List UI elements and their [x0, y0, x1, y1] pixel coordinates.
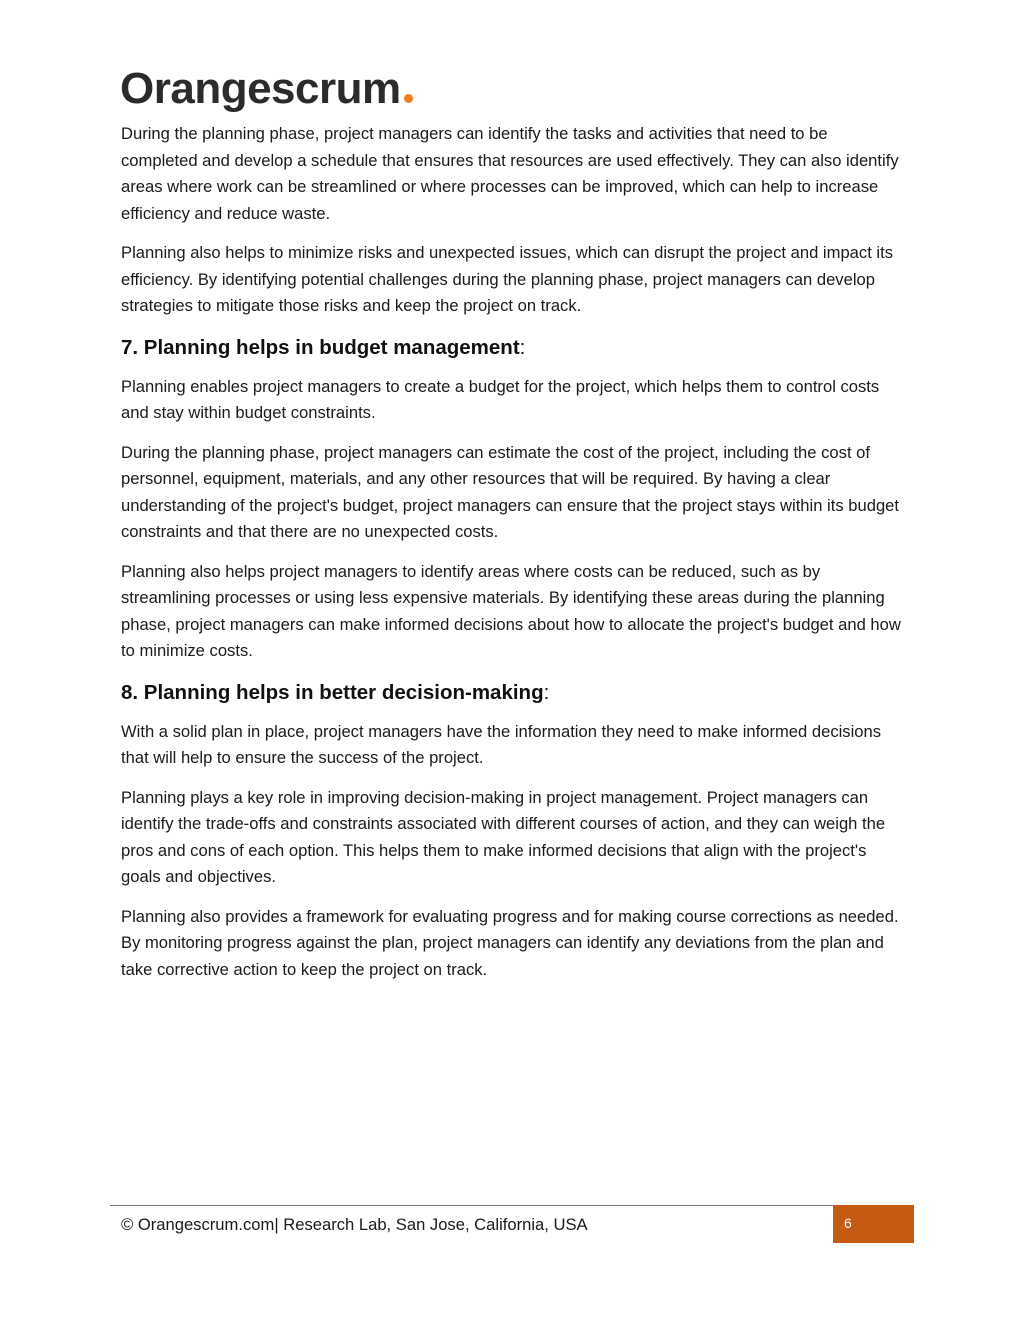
footer-copyright: © Orangescrum.com| Research Lab, San Jose, California, USA: [121, 1215, 588, 1234]
budget-paragraph-3: Planning also helps project managers to identify areas where costs can be reduced, such as by streamlining processes or using less expensive materials. By identifying these areas during the planning phase, project managers can make informed decisions about how to allocate the project's budget and how to minimize costs.: [121, 561, 901, 660]
section-heading-decision-colon: :: [543, 680, 550, 704]
page-number: 6: [844, 1215, 852, 1231]
section-heading-decision-text: 8. Planning helps in better decision-making: [121, 680, 544, 704]
budget-paragraph-2: During the planning phase, project managers can estimate the cost of the project, including the cost of personnel, equipment, materials, and any other resources that will be required. By having a clear understanding of the project's budget, project managers can ensure that the project stays within its budget constraints and that there are no unexpected costs.: [121, 442, 900, 541]
logo-orange-dot: [404, 94, 413, 103]
section-heading-budget-colon: :: [519, 335, 526, 359]
budget-paragraph-1: Planning enables project managers to create a budget for the project, which helps them to control costs and stay within budget constraints.: [121, 376, 880, 422]
page-number-box: [833, 1205, 914, 1243]
footer-divider: [110, 1205, 833, 1206]
decision-paragraph-3: Planning also provides a framework for evaluating progress and for making course corrections as needed. By monitoring progress against the plan, project managers can identify any deviations from the plan and take corrective action to keep the project on track.: [121, 906, 899, 979]
page-content: [121, 121, 906, 996]
intro-paragraph-2: Planning also helps to minimize risks and unexpected issues, which can disrupt the project and impact its efficiency. By identifying potential challenges during the planning phase, project managers can develop strategies to mitigate those risks and keep the project on track.: [121, 243, 894, 315]
section-heading-budget-text: 7. Planning helps in budget management: [121, 335, 520, 359]
section-heading-decision: [121, 678, 906, 708]
orangescrum-logo: [120, 58, 413, 114]
intro-paragraph-1: During the planning phase, project managers can identify the tasks and activities that need to be completed and develop a schedule that ensures that resources are used effectively. They can also identify areas where work can be streamlined or where processes can be improved, which can help to increase efficiency and reduce waste.: [121, 124, 899, 223]
decision-paragraph-2: Planning plays a key role in improving decision-making in project management. Project managers can identify the trade-offs and constraints associated with different courses of action, and they can weigh the pros and cons of each option. This helps them to make informed decisions that align with the project's goals and objectives.: [121, 787, 886, 886]
decision-paragraph-1: With a solid plan in place, project managers have the information they need to make informed decisions that will help to ensure the success of the project.: [121, 721, 882, 767]
section-heading-budget: [121, 333, 906, 363]
logo-wordmark: Orangescrum: [120, 64, 401, 113]
